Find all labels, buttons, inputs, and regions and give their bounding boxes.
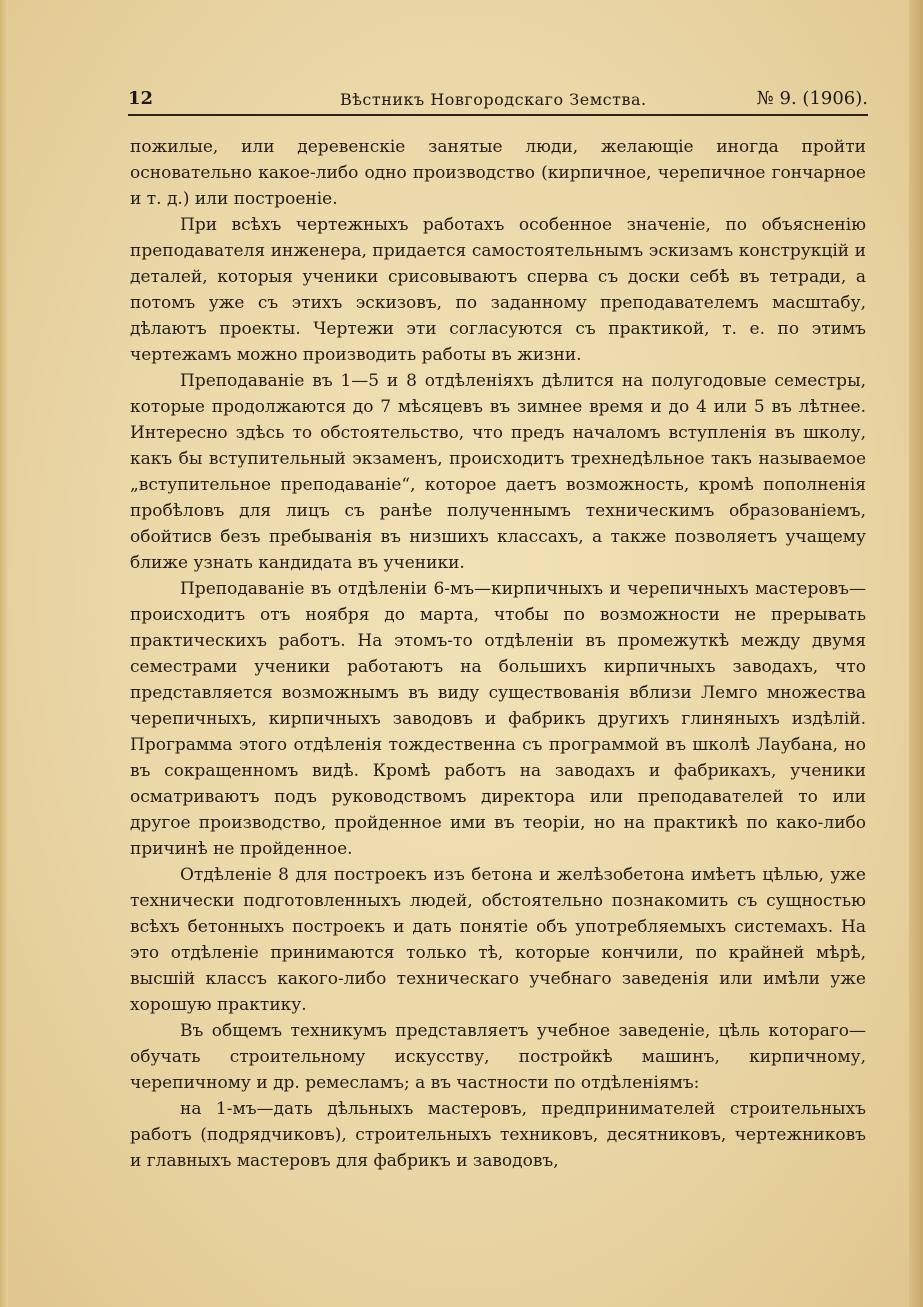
paragraph-7: на 1-мъ—дать дѣльныхъ мастеровъ, предпринимателей строительныхъ работъ (подрядчиковъ), строительныхъ техниковъ, десятниковъ, чертежниковъ и главныхъ мастеровъ для фабрикъ и заводовъ, <box>130 1099 866 1171</box>
page-number: 12 <box>128 88 154 109</box>
paragraph-2: При всѣхъ чертежныхъ работахъ особенное значеніе, по объясненію преподавателя инженера, придается самостоятельнымъ эскизамъ конструкцій и деталей, которыя ученики срисовываютъ сперва съ доски себѣ въ тетради, а потомъ уже съ этихъ эскизовъ, по заданному преподавателемъ масштабу, дѣлаютъ проекты. Чертежи эти согласуются съ практикой, т. е. по этимъ чертежамъ можно производить работы въ жизни. <box>130 215 866 365</box>
page-header <box>128 88 868 114</box>
paragraph-4: Преподаваніе въ отдѣленіи 6-мъ—кирпичныхъ и черепичныхъ мастеровъ—происходитъ отъ ноября до марта, чтобы по возможности не прерывать практическихъ работъ. На этомъ-то отдѣленіи въ промежуткѣ между двумя семестрами ученики работаютъ на большихъ кирпичныхъ заводахъ, что представляется возможнымъ въ виду существованія вблизи Лемго множества черепичныхъ, кирпичныхъ заводовъ и фабрикъ другихъ глиняныхъ издѣлій. Программа этого отдѣленія тождественна съ программой въ школѣ Лаубана, но въ сокращенномъ видѣ. Кромѣ работъ на заводахъ и фабрикахъ, ученики осматриваютъ подъ руководствомъ директора или преподавателей то или другое производство, пройденное ими въ теоріи, но на практикѣ по како-либо причинѣ не пройденное. <box>130 579 866 859</box>
running-title: Вѣстникъ Новгородскаго Земства. <box>340 90 647 109</box>
paragraph-5: Отдѣленіе 8 для построекъ изъ бетона и желѣзобетона имѣетъ цѣлью, уже технически подготовленныхъ людей, обстоятельно познакомить съ сущностью всѣхъ бетонныхъ построекъ и дать понятіе объ употребляемыхъ системахъ. На это отдѣленіе принимаются только тѣ, которые кончили, по крайней мѣрѣ, высшій классъ какого-либо техническаго учебнаго заведенія или имѣли уже хорошую практику. <box>130 865 866 1015</box>
article-body <box>130 134 866 1174</box>
paragraph-6: Въ общемъ техникумъ представляетъ учебное заведеніе, цѣль котораго—обучать строительному искусству, постройкѣ машинъ, кирпичному, черепичному и др. ремесламъ; а въ частности по отдѣленіямъ: <box>130 1021 866 1093</box>
page-left-edge <box>0 0 8 1307</box>
paragraph-1: пожилые, или деревенскіе занятые люди, желающіе иногда пройти основательно какое-либо одно производство (кирпичное, черепичное гончарное и т. д.) или построеніе. <box>130 137 866 209</box>
header-rule <box>128 114 868 116</box>
page-right-edge <box>909 0 923 1307</box>
issue-number: № 9. (1906). <box>756 88 868 109</box>
paragraph-3: Преподаваніе въ 1—5 и 8 отдѣленіяхъ дѣлится на полугодовые семестры, которые продолжаются до 7 мѣсяцевъ въ зимнее время и до 4 или 5 въ лѣтнее. Интересно здѣсь то обстоятельство, что предъ началомъ вступленія въ школу, какъ бы вступительный экзаменъ, происходитъ трехнедѣльное такъ называемое „вступительное преподаваніе“, которое даетъ возможность, кромѣ пополненія пробѣловъ для лицъ съ ранѣе полученнымъ техническимъ образованіемъ, обойтисв безъ пребыванія въ низшихъ классахъ, а также позволяетъ учащему ближе узнать кандидата въ ученики. <box>130 371 866 573</box>
